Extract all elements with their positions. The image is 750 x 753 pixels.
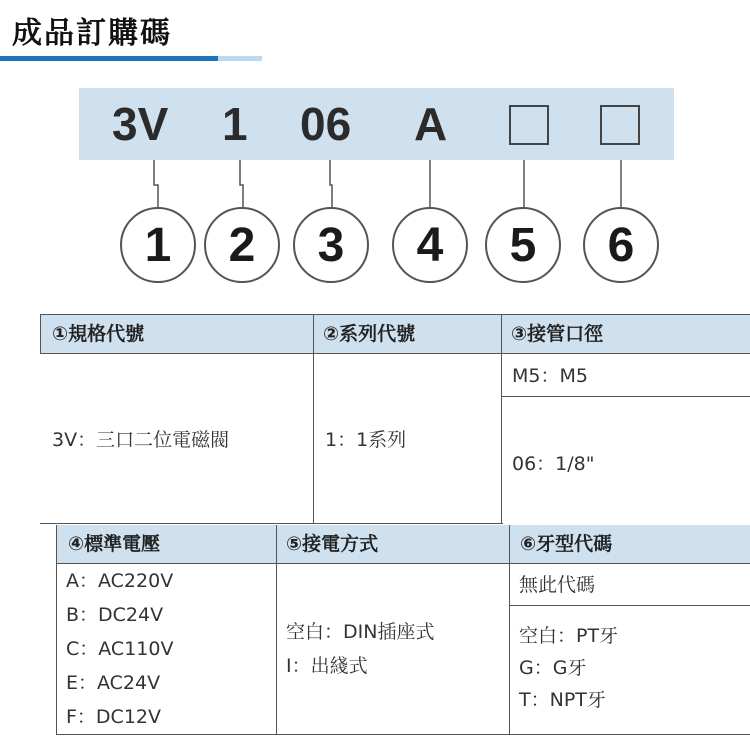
table1-port-divider <box>501 396 750 397</box>
voltage-option-f: F：DC12V <box>66 706 162 728</box>
connector-line-1 <box>154 160 158 209</box>
page-title: 成品訂購碼 <box>12 16 172 51</box>
model-segment-series: 1 <box>222 98 248 150</box>
position-circle-5: 5 <box>485 207 561 283</box>
table2-thread-divider <box>509 605 750 606</box>
table1-top-border <box>40 314 750 315</box>
thread-option-pt: 空白：PT牙 <box>519 625 619 647</box>
voltage-option-c: C：AC110V <box>66 638 174 660</box>
thread-option-npt: T：NPT牙 <box>519 689 606 711</box>
header-standard-voltage: ④標準電壓 <box>68 533 161 555</box>
table2-bottom-border <box>56 734 750 735</box>
voltage-option-e: E：AC24V <box>66 672 161 694</box>
table2-header-border <box>56 563 750 564</box>
thread-option-g: G：G牙 <box>519 657 587 679</box>
header-port-size: ③接管口徑 <box>511 323 604 345</box>
header-spec-code: ①規格代號 <box>52 323 145 345</box>
header-series-code: ②系列代號 <box>323 323 416 345</box>
position-circle-2: 2 <box>204 207 280 283</box>
table2-divider-1 <box>276 525 277 735</box>
position-circle-6: 6 <box>583 207 659 283</box>
position-circle-1: 1 <box>120 207 196 283</box>
connector-line-3 <box>330 160 332 209</box>
voltage-option-b: B：DC24V <box>66 604 164 626</box>
table1-left-border <box>40 314 41 354</box>
position-circle-4: 4 <box>392 207 468 283</box>
series-value: 1：1系列 <box>325 429 407 451</box>
table1-divider-1 <box>313 314 314 523</box>
model-segment-voltage: A <box>414 98 448 150</box>
connection-option-blank: 空白：DIN插座式 <box>286 621 435 643</box>
model-segment-spec: 3V <box>112 98 169 150</box>
spec-value: 3V：三口二位電磁閥 <box>52 429 230 451</box>
port-size-m5: M5：M5 <box>512 365 588 387</box>
position-circle-3: 3 <box>293 207 369 283</box>
connector-line-2 <box>240 160 243 209</box>
table1-header-border <box>40 353 750 354</box>
table2-divider-2 <box>509 525 510 735</box>
table1-divider-2 <box>501 314 502 523</box>
model-segment-port: 06 <box>300 98 352 150</box>
table1-bottom-border <box>40 523 503 524</box>
port-size-06: 06：1/8" <box>512 453 595 475</box>
header-connection-type: ⑤接電方式 <box>286 533 379 555</box>
connection-option-i: I：出綫式 <box>286 655 368 677</box>
thread-none: 無此代碼 <box>519 574 596 596</box>
voltage-option-a: A：AC220V <box>66 570 174 592</box>
table2-left-border <box>56 525 57 735</box>
header-thread-code: ⑥牙型代碼 <box>520 533 613 555</box>
